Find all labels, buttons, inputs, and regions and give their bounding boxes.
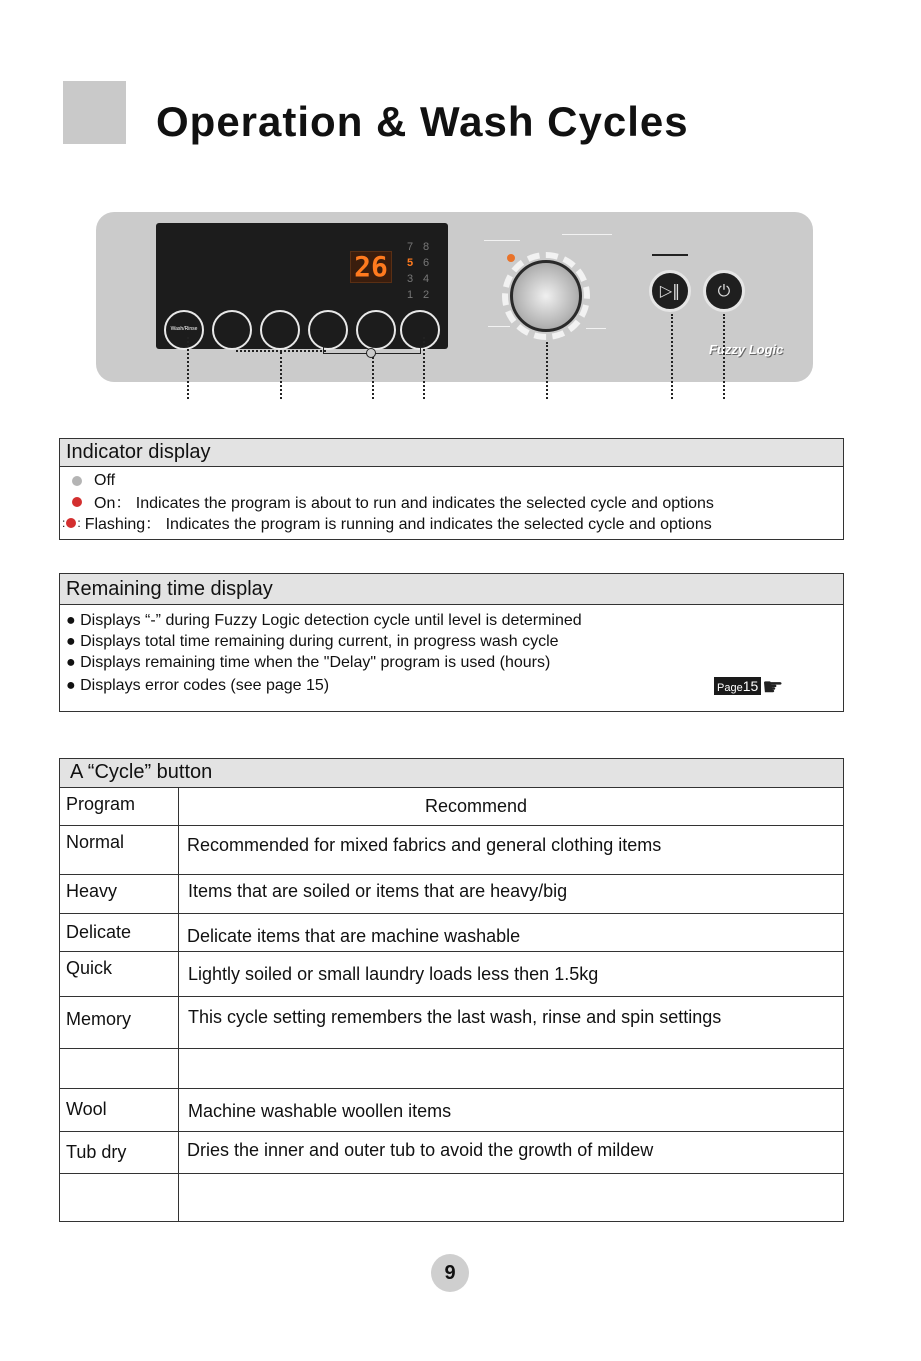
- panel-button[interactable]: [308, 310, 348, 350]
- section-title: Indicator display: [60, 439, 843, 467]
- grey-dot-icon: [72, 476, 82, 486]
- callout-line: [671, 314, 673, 399]
- level-indicator: 8: [423, 241, 430, 253]
- fuzzy-logic-logo: Fuzzy Logic: [709, 342, 784, 357]
- panel-button[interactable]: [400, 310, 440, 350]
- control-panel: [96, 212, 813, 382]
- indicator-on-row: On： Indicates the program is about to run and indicates the selected cycle and options: [60, 491, 843, 512]
- cycle-table: [59, 758, 844, 1222]
- table-row: Normal Recommended for mixed fabrics and general clothing items: [60, 826, 844, 875]
- panel-button[interactable]: [212, 310, 252, 350]
- remaining-time-box: [59, 573, 844, 712]
- remaining-item: ● Displays total time remaining during current, in progress wash cycle: [66, 633, 559, 650]
- table-row: Heavy Items that are soiled or items that are heavy/big: [60, 875, 844, 914]
- play-pause-icon[interactable]: ▷‖: [649, 270, 691, 312]
- level-indicator: 4: [423, 273, 430, 285]
- level-indicator-active: 5: [407, 257, 414, 269]
- dial-tick: [488, 326, 510, 327]
- page-reference: [714, 674, 784, 701]
- button-label-bar: [652, 254, 688, 256]
- callout-line: [372, 357, 374, 399]
- level-indicator: 7: [407, 241, 414, 253]
- indicator-flashing-row: : : Flashing： Indicates the program is running and indicates the selected cycle and options: [62, 515, 712, 533]
- table-row: Quick Lightly soiled or small laundry loads less then 1.5kg: [60, 952, 844, 997]
- callout-line: [280, 352, 282, 399]
- page-title: Operation & Wash Cycles: [156, 98, 689, 145]
- pointing-hand-icon: ☛: [762, 674, 784, 701]
- level-indicator: 3: [407, 273, 414, 285]
- callout-line: [187, 337, 189, 399]
- indicator-off-row: Off: [60, 470, 843, 491]
- red-dot-icon: [72, 497, 82, 507]
- callout-line: [723, 314, 725, 399]
- page-number: 9: [431, 1254, 469, 1292]
- column-header: Recommend: [179, 788, 844, 826]
- dial-tick: [484, 240, 520, 241]
- section-title: A “Cycle” button: [60, 759, 844, 788]
- callout-line: [546, 342, 548, 399]
- level-indicator: 1: [407, 289, 414, 301]
- remaining-item: ● Displays error codes (see page 15): [66, 677, 330, 694]
- callout-line: [423, 337, 425, 399]
- child-lock-icon: [366, 348, 376, 358]
- page-ref-badge: Page15: [714, 677, 761, 695]
- table-row: Delicate Delicate items that are machine washable: [60, 914, 844, 952]
- cycle-dial[interactable]: [510, 260, 582, 332]
- column-header: Program: [60, 788, 179, 826]
- panel-button[interactable]: [260, 310, 300, 350]
- flashing-dot-icon: [66, 518, 76, 528]
- panel-button[interactable]: [356, 310, 396, 350]
- remaining-item: ● Displays “-” during Fuzzy Logic detection cycle until level is determined: [66, 612, 582, 629]
- level-indicator: 6: [423, 257, 430, 269]
- table-row: [60, 1049, 844, 1089]
- flash-mark-icon: :: [62, 515, 66, 530]
- table-row: Wool Machine washable woollen items: [60, 1089, 844, 1132]
- dial-tick: [562, 234, 612, 235]
- table-row: [60, 1174, 844, 1222]
- table-row: Tub dry Dries the inner and outer tub to avoid the growth of mildew: [60, 1132, 844, 1174]
- remaining-item: ● Displays remaining time when the "Delay" program is used (hours): [66, 654, 551, 671]
- power-icon[interactable]: ⏻: [703, 270, 745, 312]
- dial-indicator-dot: [507, 254, 515, 262]
- level-indicator: 2: [423, 289, 430, 301]
- time-readout: 26: [350, 251, 392, 283]
- title-marker: [63, 81, 126, 144]
- flash-mark-icon: :: [77, 515, 81, 530]
- indicator-display-box: [59, 438, 844, 540]
- lcd-display: [156, 223, 448, 349]
- wash-rinse-button[interactable]: Wash/Rinse: [164, 310, 204, 350]
- section-title: Remaining time display: [60, 574, 843, 605]
- table-row: Memory This cycle setting remembers the last wash, rinse and spin settings: [60, 997, 844, 1049]
- dial-tick: [586, 328, 606, 329]
